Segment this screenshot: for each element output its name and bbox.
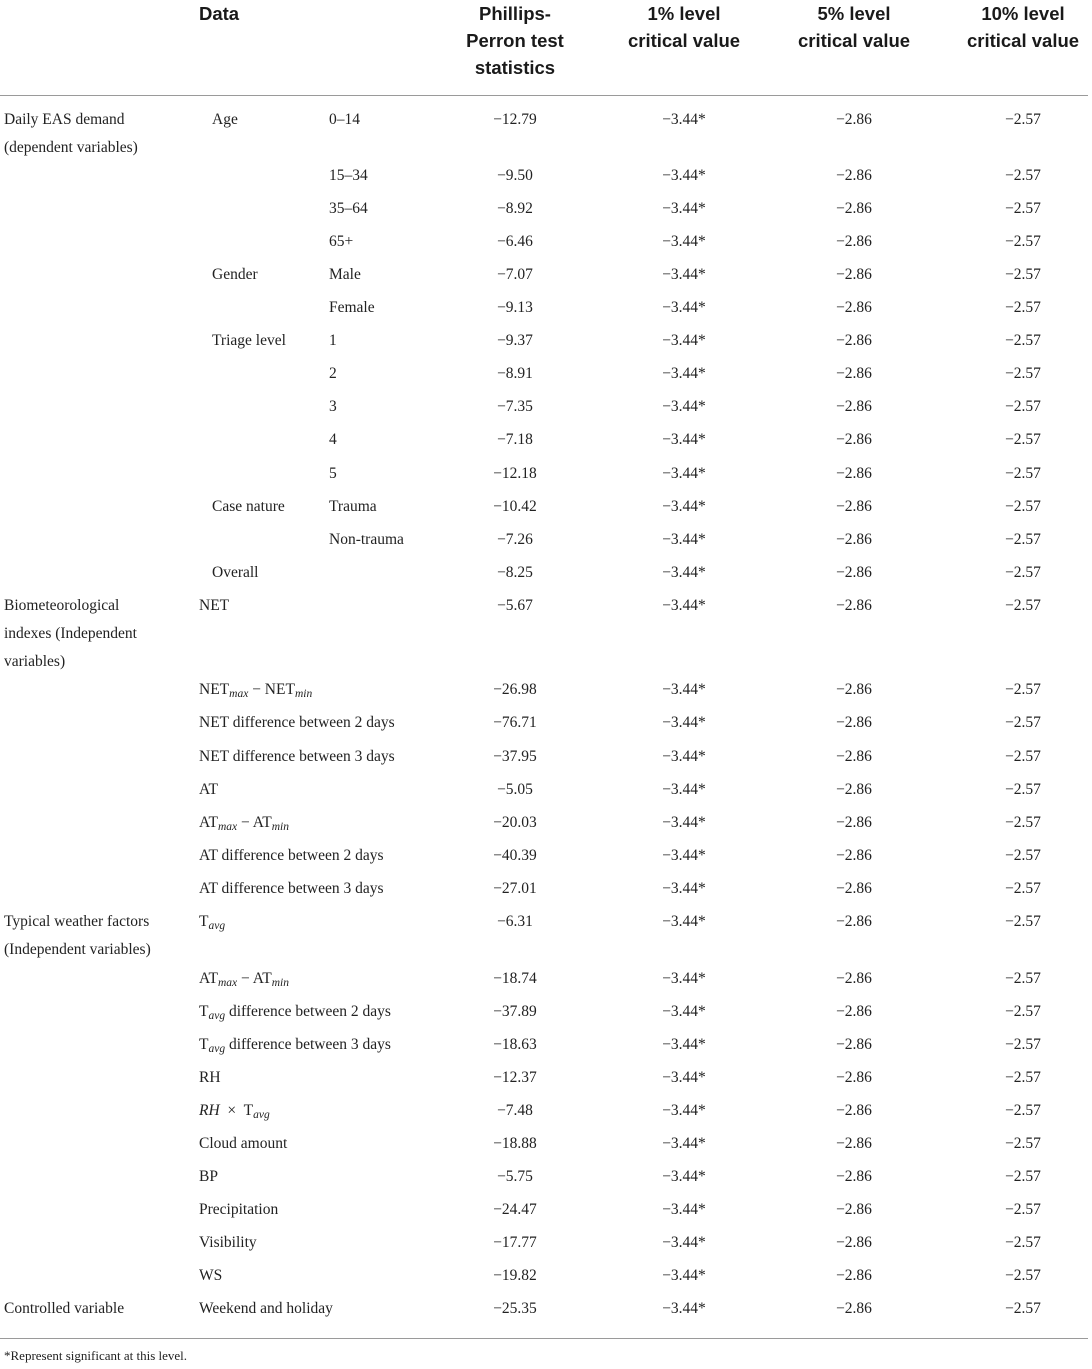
group-item-label: 35–64 [329, 200, 368, 217]
critical-value-1pct: −3.44* [662, 167, 706, 184]
critical-value-5pct: −2.86 [836, 200, 872, 217]
critical-value-5pct: −2.86 [836, 1003, 872, 1020]
variable-label: $AT_{max} - AT_{min}$ [199, 970, 289, 989]
pp-statistic: −40.39 [493, 847, 537, 864]
critical-value-1pct: −3.44* [662, 1267, 706, 1284]
critical-value-1pct: −3.44* [662, 814, 706, 831]
critical-value-5pct: −2.86 [836, 111, 872, 128]
critical-value-1pct: −3.44* [662, 1036, 706, 1053]
critical-value-10pct: −2.57 [1005, 266, 1041, 283]
critical-value-10pct: −2.57 [1005, 814, 1041, 831]
critical-value-5pct: −2.86 [836, 233, 872, 250]
subgroup-label: Age [212, 111, 238, 128]
variable-label: NET difference between 2 days [199, 714, 395, 731]
pp-statistic: −9.13 [497, 299, 533, 316]
critical-value-1pct: −3.44* [662, 781, 706, 798]
critical-value-5pct: −2.86 [836, 1102, 872, 1119]
critical-value-5pct: −2.86 [836, 1036, 872, 1053]
variable-label: Weekend and holiday [199, 1300, 333, 1317]
pp-statistic: −5.67 [497, 597, 533, 614]
critical-value-5pct: −2.86 [836, 299, 872, 316]
critical-value-10pct: −2.57 [1005, 714, 1041, 731]
critical-value-5pct: −2.86 [836, 531, 872, 548]
critical-value-1pct: −3.44* [662, 681, 706, 698]
group-item-label: Male [329, 266, 361, 283]
group-item-label: Female [329, 299, 375, 316]
critical-value-10pct: −2.57 [1005, 681, 1041, 698]
critical-value-10pct: −2.57 [1005, 233, 1041, 250]
critical-value-10pct: −2.57 [1005, 531, 1041, 548]
critical-value-5pct: −2.86 [836, 332, 872, 349]
variable-label: AT difference between 3 days [199, 880, 384, 897]
group-item-label: 65+ [329, 233, 354, 250]
pp-statistic: −12.18 [493, 465, 537, 482]
critical-value-1pct: −3.44* [662, 880, 706, 897]
group-item-label: 0–14 [329, 111, 360, 128]
subgroup-label: Gender [212, 266, 258, 283]
variable-label: AT [199, 781, 218, 798]
pp-statistic: −17.77 [493, 1234, 537, 1251]
critical-value-10pct: −2.57 [1005, 1135, 1041, 1152]
pp-statistic: −12.37 [493, 1069, 537, 1086]
pp-statistic: −6.46 [497, 233, 533, 250]
group-item-label: 4 [329, 431, 337, 448]
variable-label: $AT_{max} - AT_{min}$ [199, 814, 289, 833]
critical-value-5pct: −2.86 [836, 781, 872, 798]
critical-value-1pct: −3.44* [662, 564, 706, 581]
critical-value-5pct: −2.86 [836, 880, 872, 897]
pp-statistic: −25.35 [493, 1300, 537, 1317]
critical-value-1pct: −3.44* [662, 748, 706, 765]
variable-label: BP [199, 1168, 218, 1185]
critical-value-10pct: −2.57 [1005, 970, 1041, 987]
pp-statistic: −9.50 [497, 167, 533, 184]
pp-statistic: −37.95 [493, 748, 537, 765]
pp-statistic: −12.79 [493, 111, 537, 128]
critical-value-5pct: −2.86 [836, 597, 872, 614]
pp-statistic: −18.63 [493, 1036, 537, 1053]
pp-statistic: −8.92 [497, 200, 533, 217]
critical-value-10pct: −2.57 [1005, 299, 1041, 316]
pp-statistic: −5.05 [497, 781, 533, 798]
group-item-label: 2 [329, 365, 337, 382]
pp-statistic: −37.89 [493, 1003, 537, 1020]
variable-label: NET [199, 597, 230, 614]
header-5pct-critical: 5% level critical value [797, 3, 911, 51]
variable-label: Visibility [199, 1234, 257, 1251]
critical-value-5pct: −2.86 [836, 1069, 872, 1086]
critical-value-10pct: −2.57 [1005, 781, 1041, 798]
critical-value-1pct: −3.44* [662, 332, 706, 349]
critical-value-10pct: −2.57 [1005, 913, 1041, 930]
critical-value-5pct: −2.86 [836, 365, 872, 382]
header-phillips-perron: Phillips- Perron test statistics [466, 3, 564, 78]
critical-value-5pct: −2.86 [836, 1168, 872, 1185]
pp-statistic: −27.01 [493, 880, 537, 897]
pp-statistic: −76.71 [493, 714, 537, 731]
critical-value-5pct: −2.86 [836, 266, 872, 283]
group-item-label: Trauma [329, 498, 377, 515]
pp-statistic: −19.82 [493, 1267, 537, 1284]
group-item-label: 3 [329, 398, 337, 415]
critical-value-10pct: −2.57 [1005, 200, 1041, 217]
subgroup-label: Overall [212, 564, 259, 581]
critical-value-5pct: −2.86 [836, 681, 872, 698]
critical-value-5pct: −2.86 [836, 970, 872, 987]
critical-value-1pct: −3.44* [662, 266, 706, 283]
critical-value-1pct: −3.44* [662, 1069, 706, 1086]
header-10pct-critical: 10% level critical value [966, 3, 1080, 51]
critical-value-5pct: −2.86 [836, 398, 872, 415]
variable-label: $NET_{max} - NET_{min}$ [199, 681, 313, 700]
critical-value-10pct: −2.57 [1005, 1267, 1041, 1284]
critical-value-10pct: −2.57 [1005, 1102, 1041, 1119]
critical-value-1pct: −3.44* [662, 847, 706, 864]
group-item-label: 1 [329, 332, 337, 349]
critical-value-10pct: −2.57 [1005, 167, 1041, 184]
variable-label: RH [199, 1069, 221, 1086]
critical-value-10pct: −2.57 [1005, 748, 1041, 765]
critical-value-5pct: −2.86 [836, 431, 872, 448]
bottom-rule [0, 1338, 1088, 1339]
pp-statistic: −18.88 [493, 1135, 537, 1152]
variable-label: Cloud amount [199, 1135, 288, 1152]
variable-label: Precipitation [199, 1201, 279, 1218]
pp-statistic: −7.07 [497, 266, 533, 283]
critical-value-10pct: −2.57 [1005, 1234, 1041, 1251]
table-footnote: *Represent significant at this level. [4, 1348, 188, 1363]
critical-value-10pct: −2.57 [1005, 597, 1041, 614]
critical-value-1pct: −3.44* [662, 498, 706, 515]
critical-value-10pct: −2.57 [1005, 465, 1041, 482]
pp-statistic: −24.47 [493, 1201, 537, 1218]
critical-value-10pct: −2.57 [1005, 365, 1041, 382]
critical-value-10pct: −2.57 [1005, 1069, 1041, 1086]
critical-value-10pct: −2.57 [1005, 398, 1041, 415]
critical-value-5pct: −2.86 [836, 714, 872, 731]
critical-value-1pct: −3.44* [662, 465, 706, 482]
critical-value-10pct: −2.57 [1005, 498, 1041, 515]
critical-value-10pct: −2.57 [1005, 847, 1041, 864]
critical-value-5pct: −2.86 [836, 814, 872, 831]
critical-value-10pct: −2.57 [1005, 1168, 1041, 1185]
critical-value-5pct: −2.86 [836, 465, 872, 482]
pp-statistic: −8.25 [497, 564, 533, 581]
subgroup-label: Triage level [212, 332, 286, 349]
critical-value-1pct: −3.44* [662, 913, 706, 930]
pp-statistic: −18.74 [493, 970, 537, 987]
pp-statistic: −7.35 [497, 398, 533, 415]
critical-value-10pct: −2.57 [1005, 880, 1041, 897]
critical-value-1pct: −3.44* [662, 1168, 706, 1185]
critical-value-1pct: −3.44* [662, 299, 706, 316]
critical-value-5pct: −2.86 [836, 167, 872, 184]
critical-value-1pct: −3.44* [662, 1003, 706, 1020]
variable-label: $T_{avg}$ [199, 913, 226, 932]
group-item-label: 5 [329, 465, 337, 482]
critical-value-1pct: −3.44* [662, 233, 706, 250]
variable-label: $T_{avg}$ difference between 2 days [199, 1003, 391, 1022]
critical-value-5pct: −2.86 [836, 913, 872, 930]
critical-value-1pct: −3.44* [662, 200, 706, 217]
critical-value-5pct: −2.86 [836, 564, 872, 581]
variable-label: $T_{avg}$ difference between 3 days [199, 1036, 391, 1055]
critical-value-5pct: −2.86 [836, 1267, 872, 1284]
variable-label: AT difference between 2 days [199, 847, 384, 864]
critical-value-5pct: −2.86 [836, 498, 872, 515]
critical-value-10pct: −2.57 [1005, 564, 1041, 581]
pp-statistic: −8.91 [497, 365, 533, 382]
header-rule [0, 95, 1088, 96]
pp-statistic: −10.42 [493, 498, 537, 515]
subgroup-label: Case nature [212, 498, 285, 515]
category-label: Biometeorological indexes (Independent variables) [4, 597, 137, 670]
pp-statistic: −5.75 [497, 1168, 533, 1185]
critical-value-5pct: −2.86 [836, 1135, 872, 1152]
header-1pct-critical: 1% level critical value [627, 3, 741, 51]
critical-value-10pct: −2.57 [1005, 1036, 1041, 1053]
variable-label: NET difference between 3 days [199, 748, 395, 765]
critical-value-10pct: −2.57 [1005, 332, 1041, 349]
critical-value-5pct: −2.86 [836, 1201, 872, 1218]
critical-value-1pct: −3.44* [662, 1135, 706, 1152]
pp-statistic: −20.03 [493, 814, 537, 831]
pp-statistic: −26.98 [493, 681, 537, 698]
critical-value-1pct: −3.44* [662, 714, 706, 731]
group-item-label: Non-trauma [329, 531, 404, 548]
critical-value-10pct: −2.57 [1005, 111, 1041, 128]
critical-value-10pct: −2.57 [1005, 431, 1041, 448]
category-label: Typical weather factors (Independent variables) [4, 913, 151, 958]
critical-value-1pct: −3.44* [662, 597, 706, 614]
group-item-label: 15–34 [329, 167, 368, 184]
critical-value-1pct: −3.44* [662, 1234, 706, 1251]
pp-statistic: −7.18 [497, 431, 533, 448]
critical-value-1pct: −3.44* [662, 365, 706, 382]
critical-value-5pct: −2.86 [836, 1300, 872, 1317]
category-label: Daily EAS demand (dependent variables) [4, 111, 138, 156]
critical-value-10pct: −2.57 [1005, 1003, 1041, 1020]
critical-value-5pct: −2.86 [836, 748, 872, 765]
critical-value-1pct: −3.44* [662, 1300, 706, 1317]
critical-value-5pct: −2.86 [836, 847, 872, 864]
pp-statistic: −7.48 [497, 1102, 533, 1119]
category-label: Controlled variable [4, 1300, 125, 1317]
critical-value-1pct: −3.44* [662, 398, 706, 415]
critical-value-1pct: −3.44* [662, 1102, 706, 1119]
pp-statistic: −9.37 [497, 332, 533, 349]
critical-value-1pct: −3.44* [662, 431, 706, 448]
header-data: Data [199, 3, 240, 24]
critical-value-1pct: −3.44* [662, 970, 706, 987]
critical-value-1pct: −3.44* [662, 1201, 706, 1218]
critical-value-1pct: −3.44* [662, 111, 706, 128]
pp-statistic: −7.26 [497, 531, 533, 548]
pp-statistic: −6.31 [497, 913, 533, 930]
critical-value-5pct: −2.86 [836, 1234, 872, 1251]
critical-value-10pct: −2.57 [1005, 1300, 1041, 1317]
critical-value-10pct: −2.57 [1005, 1201, 1041, 1218]
variable-label: WS [199, 1267, 223, 1284]
critical-value-1pct: −3.44* [662, 531, 706, 548]
variable-label: RH × $T_{avg}$ [199, 1102, 270, 1121]
